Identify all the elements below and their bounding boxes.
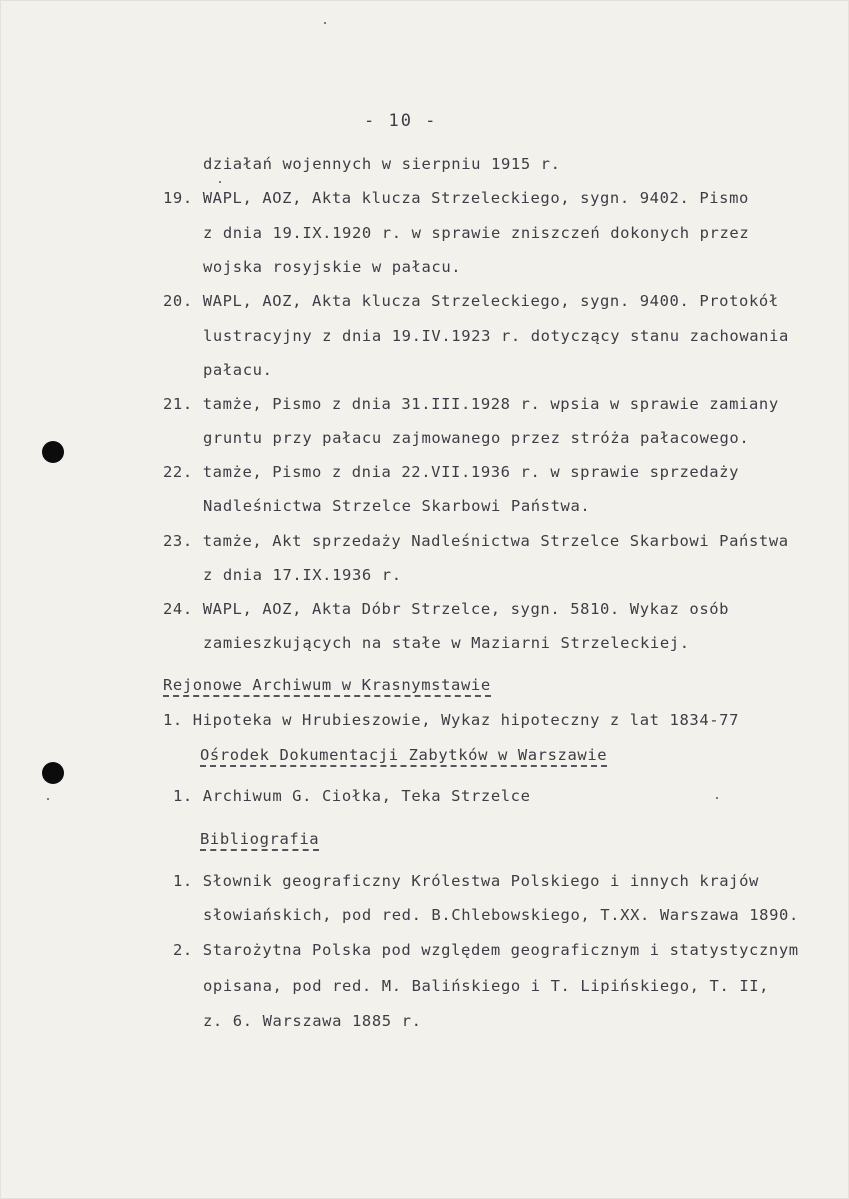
punch-hole-top [42, 441, 64, 463]
text-line: 1. Słownik geograficzny Królestwa Polskiego i innych krajów [173, 872, 759, 890]
ink-speck [47, 798, 49, 800]
ink-speck [716, 797, 718, 799]
text-line: 1. Hipoteka w Hrubieszowie, Wykaz hipoteczny z lat 1834-77 [163, 711, 740, 729]
text-line: Nadleśnictwa Strzelce Skarbowi Państwa. [203, 497, 591, 515]
text-line: słowiańskich, pod red. B.Chlebowskiego, T.XX. Warszawa 1890. [203, 906, 799, 924]
text-line: 23. tamże, Akt sprzedaży Nadleśnictwa Strzelce Skarbowi Państwa [163, 532, 789, 550]
text-line: działań wojennych w sierpniu 1915 r. [203, 155, 561, 173]
section-heading: Rejonowe Archiwum w Krasnymstawie [163, 676, 491, 697]
text-line: z. 6. Warszawa 1885 r. [203, 1012, 422, 1030]
text-line: 24. WAPL, AOZ, Akta Dóbr Strzelce, sygn. 5810. Wykaz osób [163, 600, 730, 618]
ink-speck [219, 181, 221, 183]
text-line: pałacu. [203, 361, 273, 379]
punch-hole-bottom [42, 762, 64, 784]
text-line: 20. WAPL, AOZ, Akta klucza Strzeleckiego, sygn. 9400. Protokół [163, 292, 779, 310]
section-heading: Bibliografia [200, 830, 319, 851]
text-line: 22. tamże, Pismo z dnia 22.VII.1936 r. w sprawie sprzedaży [163, 463, 740, 481]
text-line: gruntu przy pałacu zajmowanego przez stróża pałacowego. [203, 429, 750, 447]
ink-speck [324, 22, 326, 24]
page-number: - 10 - [364, 111, 438, 131]
section-heading: Ośrodek Dokumentacji Zabytków w Warszawie [200, 746, 607, 767]
text-line: 1. Archiwum G. Ciołka, Teka Strzelce [173, 787, 531, 805]
text-line: z dnia 17.IX.1936 r. [203, 566, 402, 584]
text-line: 2. Starożytna Polska pod względem geograficznym i statystycznym [173, 941, 799, 959]
text-line: zamieszkujących na stałe w Maziarni Strzeleckiej. [203, 634, 690, 652]
text-line: 21. tamże, Pismo z dnia 31.III.1928 r. wpsia w sprawie zamiany [163, 395, 779, 413]
text-line: 19. WAPL, AOZ, Akta klucza Strzeleckiego, sygn. 9402. Pismo [163, 189, 749, 207]
text-line: lustracyjny z dnia 19.IV.1923 r. dotyczący stanu zachowania [203, 327, 789, 345]
text-line: z dnia 19.IX.1920 r. w sprawie zniszczeń dokonych przez [203, 224, 750, 242]
text-line: opisana, pod red. M. Balińskiego i T. Lipińskiego, T. II, [203, 977, 770, 995]
text-line: wojska rosyjskie w pałacu. [203, 258, 462, 276]
